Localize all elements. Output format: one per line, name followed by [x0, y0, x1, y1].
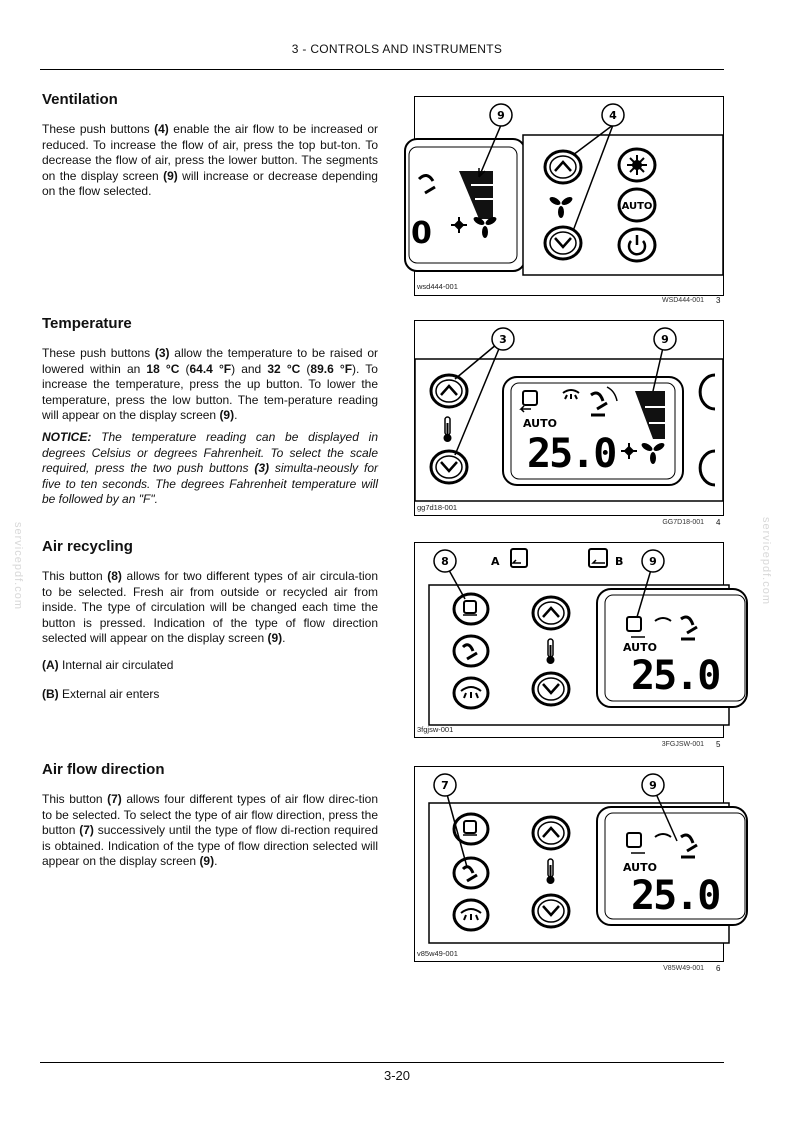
- figure-air-flow-direction: [414, 766, 724, 962]
- header-rule: [40, 69, 724, 70]
- callout-4: [602, 104, 624, 126]
- auto-button: [619, 189, 655, 221]
- svg-text:0: 0: [411, 216, 432, 251]
- callout-8: [434, 550, 456, 572]
- temperature-paragraph: These push buttons (3) allow the temperature to be raised or lowered within an 18 °C (64.4 °F) and 32 °C (89.6 °F). To increase the temperature, press the up button. To lower the temperature, press the low button. The tem-perature reading will appear on the display screen (9).: [42, 346, 378, 422]
- svg-text:7: 7: [441, 779, 449, 792]
- figure-ref: WSD444-001: [661, 297, 704, 304]
- air-recycling-paragraph: This button (8) allows for two different types of air circula-tion to be selected. Fresh air from outside or recycled air from inside. The type of circulation will be changed each time the button is pressed. Indication of the type of flow direction selected will appear on the display screen (9).: [42, 569, 378, 645]
- callout-9: [642, 774, 664, 796]
- figure-ref: V85W49-001: [663, 965, 704, 972]
- temperature-notice: NOTICE: The temperature reading can be displayed in degrees Celsius or degrees Fahrenheit. To select the scale required, press the two push buttons (3) simulta-neously for five to ten seconds. The degrees Fahrenheit temperature will be followed by an "F".: [42, 430, 378, 506]
- defrost-button: [454, 678, 488, 708]
- svg-text:25.0: 25.0: [631, 873, 720, 919]
- figure-ref: 3FGJSW-001: [661, 741, 704, 748]
- temperature-illustration: [415, 321, 723, 515]
- display-panel: [405, 139, 525, 271]
- external-air-icon: [589, 549, 623, 568]
- air-recycling-illustration: [415, 543, 723, 737]
- thermometer-icon: [547, 639, 555, 664]
- svg-text:9: 9: [661, 333, 669, 346]
- svg-text:4: 4: [609, 109, 617, 122]
- callout-3: [492, 328, 514, 350]
- air-flow-direction-paragraph: This button (7) allows four different types of air flow direc-tion to be selected. To select the type of air flow direction, press the button (7) successively until the type of flow di-rection required is obtained. Indication of the type of flow direction selected will appear on the display screen (9).: [42, 792, 379, 868]
- svg-text:AUTO: AUTO: [621, 201, 653, 212]
- callout-7: [434, 774, 456, 796]
- svg-text:9: 9: [497, 109, 505, 122]
- callout-9: [642, 550, 664, 572]
- figure-code: gg7d18-001: [417, 503, 458, 512]
- svg-text:AUTO: AUTO: [523, 417, 557, 430]
- callout-9: [490, 104, 512, 126]
- svg-text:3: 3: [499, 333, 507, 346]
- svg-text:25.0: 25.0: [631, 653, 720, 699]
- figure-ventilation: [411, 96, 724, 296]
- svg-text:AUTO: AUTO: [623, 641, 657, 654]
- temp-up-button: [533, 597, 569, 629]
- svg-text:A: A: [491, 555, 500, 568]
- figure-temperature: [414, 320, 724, 516]
- running-header: 3 - CONTROLS AND INSTRUMENTS: [291, 42, 503, 56]
- svg-text:8: 8: [441, 555, 449, 568]
- callout-9: [654, 328, 676, 350]
- section-title-air-recycling: Air recycling: [42, 538, 133, 555]
- figure-code: wsd444-001: [417, 282, 458, 291]
- figure-air-recycling: [414, 542, 724, 738]
- figure-code: 3fgjsw-001: [417, 725, 454, 734]
- temp-up-button: [533, 817, 569, 849]
- figure-number: 6: [716, 964, 721, 973]
- temp-down-button: [431, 451, 467, 483]
- figure-number: 3: [716, 296, 721, 305]
- figure-number: 5: [716, 740, 721, 749]
- air-flow-direction-illustration: [415, 767, 723, 961]
- temp-up-button: [431, 375, 467, 407]
- figure-ref: GG7D18-001: [662, 519, 704, 526]
- internal-air-icon: [491, 549, 527, 568]
- figure-code: v85w49-001: [417, 949, 458, 958]
- fan-up-button: [545, 151, 581, 183]
- section-title-temperature: Temperature: [42, 315, 132, 332]
- svg-text:9: 9: [649, 555, 657, 568]
- thermometer-icon: [547, 859, 555, 884]
- legend-a: (A) Internal air circulated: [42, 658, 174, 672]
- power-button: [619, 229, 655, 261]
- recirculation-button: [454, 594, 488, 624]
- figure-number: 4: [716, 518, 721, 527]
- temp-down-button: [533, 673, 569, 705]
- svg-text:B: B: [615, 555, 624, 568]
- svg-text:AUTO: AUTO: [623, 861, 657, 874]
- fan-down-button: [545, 227, 581, 259]
- watermark-left: servicepdf.com: [11, 522, 24, 610]
- footer-rule: [40, 1062, 724, 1063]
- watermark-right: servicepdf.com: [759, 517, 772, 605]
- air-direction-button: [454, 636, 488, 666]
- svg-text:9: 9: [649, 779, 657, 792]
- temp-down-button: [533, 895, 569, 927]
- thermometer-icon: [444, 417, 452, 442]
- section-title-ventilation: Ventilation: [42, 91, 118, 108]
- ventilation-illustration: [411, 97, 723, 295]
- heat-button: [619, 149, 655, 181]
- svg-text:25.0: 25.0: [527, 431, 616, 477]
- defrost-button: [454, 900, 488, 930]
- ventilation-paragraph: These push buttons (4) enable the air flow to be increased or reduced. To increase the flow of air, press the top but-ton. To decrease the flow of air, press the lower button. The segments on the display screen (9) will increase or decrease depending on the flow selected.: [42, 122, 378, 198]
- page-number: 3-20: [383, 1068, 411, 1083]
- legend-b: (B) External air enters: [42, 687, 160, 701]
- air-direction-button: [454, 858, 488, 888]
- section-title-air-flow-direction: Air flow direction: [42, 761, 165, 778]
